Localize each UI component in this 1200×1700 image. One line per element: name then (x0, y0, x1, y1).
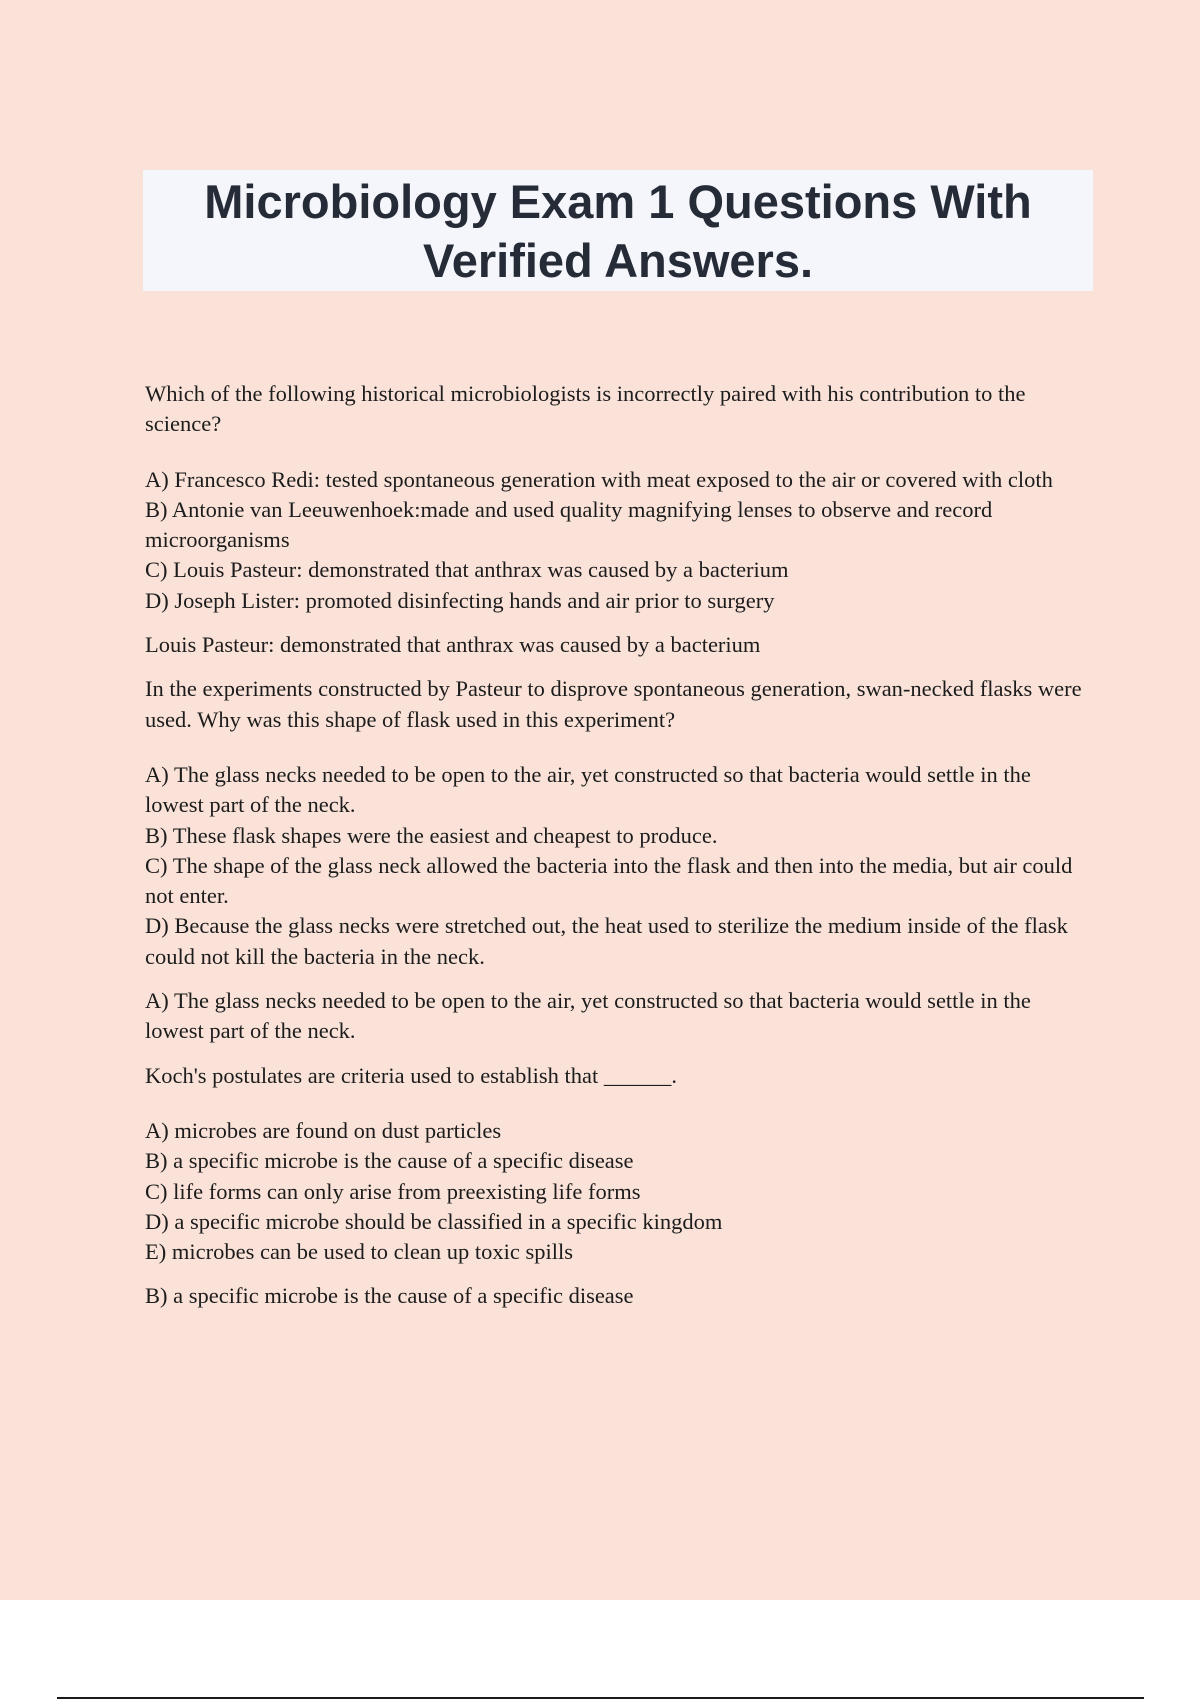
option-e: E) microbes can be used to clean up toxic spills (145, 1239, 574, 1265)
answer-options (145, 465, 1090, 616)
option-a: A) microbes are found on dust particles (145, 1117, 502, 1143)
option-b: B) a specific microbe is the cause of a specific disease (145, 1148, 634, 1174)
option-b: B) These flask shapes were the easiest and cheapest to produce. (145, 822, 718, 848)
option-d: D) Because the glass necks were stretched out, the heat used to sterilize the medium inside of the flask could not kill the bacteria in the neck. (145, 913, 1068, 969)
option-a: A) The glass necks needed to be open to the air, yet constructed so that bacteria would settle in the lowest part of the neck. (145, 761, 1031, 818)
question-text: Koch's postulates are criteria used to establish that ______. (145, 1062, 678, 1088)
title-banner (143, 170, 1093, 291)
answer-options (145, 1116, 1090, 1267)
verified-answer: B) a specific microbe is the cause of a specific disease (145, 1283, 634, 1309)
option-d: D) Joseph Lister: promoted disinfecting hands and air prior to surgery (145, 587, 775, 613)
question-list (145, 379, 1090, 1326)
answer-options (145, 760, 1090, 972)
option-c: C) life forms can only arise from preexisting life forms (145, 1178, 641, 1204)
verified-answer: A) The glass necks needed to be open to the air, yet constructed so that bacteria would settle in the lowest part of the neck. (145, 988, 1031, 1044)
question-text: Which of the following historical microbiologists is incorrectly paired with his contribution to the science? (145, 381, 1026, 437)
option-c: C) The shape of the glass neck allowed the bacteria into the flask and then into the media, but air could not enter. (145, 852, 1073, 909)
question-block (145, 1061, 1090, 1312)
option-a: A) Francesco Redi: tested spontaneous generation with meat exposed to the air or covered with cloth (145, 466, 1053, 492)
document-title: Microbiology Exam 1 Questions With Verified Answers. (204, 174, 1032, 287)
option-c: C) Louis Pasteur: demonstrated that anthrax was caused by a bacterium (145, 557, 789, 583)
question-block (145, 674, 1090, 1046)
question-text: In the experiments constructed by Pasteur to disprove spontaneous generation, swan-necked flasks were used. Why was this shape of flask used in this experiment? (145, 676, 1082, 732)
footer-divider (57, 1697, 1144, 1699)
question-block (145, 379, 1090, 660)
option-d: D) a specific microbe should be classified in a specific kingdom (145, 1208, 723, 1234)
verified-answer: Louis Pasteur: demonstrated that anthrax was caused by a bacterium (145, 632, 761, 658)
option-b: B) Antonie van Leeuwenhoek:made and used quality magnifying lenses to observe and record microorganisms (145, 496, 993, 553)
